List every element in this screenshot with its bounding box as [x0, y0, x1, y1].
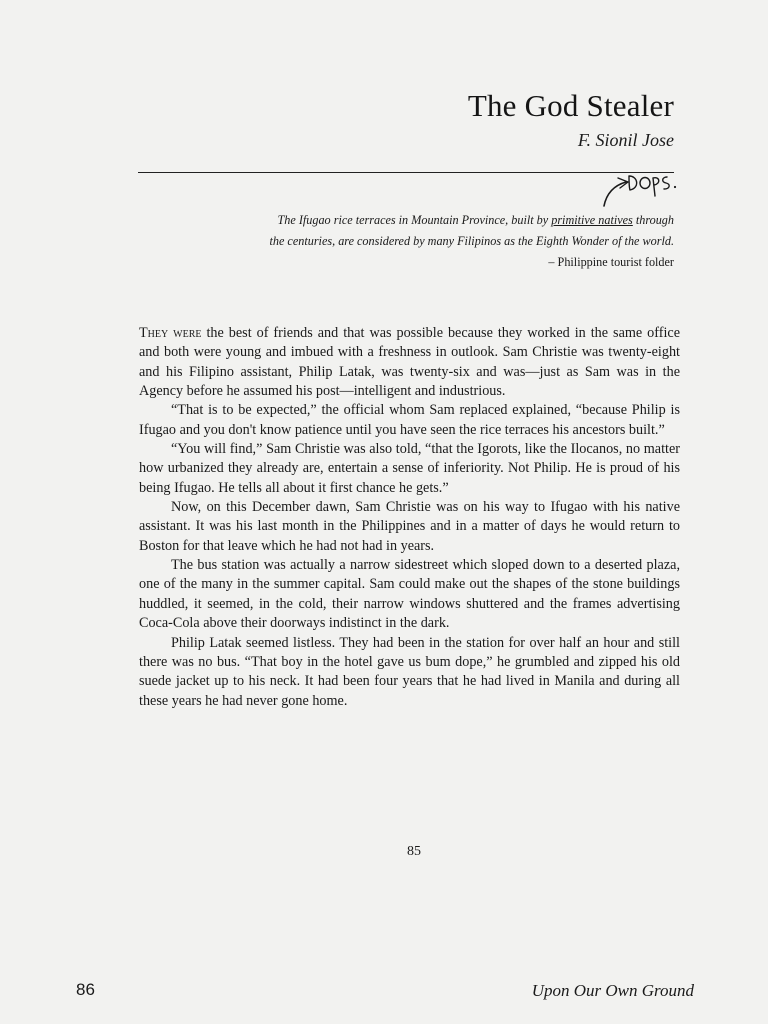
footer-page-number: 86 [76, 980, 95, 999]
underlined-phrase: primitive natives [551, 213, 633, 227]
epigraph-source: – Philippine tourist folder [548, 255, 674, 269]
story-body [139, 324, 680, 711]
handwritten-annotation [582, 168, 682, 214]
footer-book-title: Upon Our Own Ground [531, 981, 694, 1000]
paragraph-text: the best of friends and that was possible because they worked in the same office and both were young and imbued with a freshness in outlook. Sam Christie was twenty-eight and his Filipino assistant, Philip Latak, was twenty-six and was—just as Sam was in the Agency before he assumed his post—intelligent and industrious. [139, 325, 680, 400]
paragraph [139, 324, 680, 401]
epigraph-text: through [632, 213, 674, 227]
paragraph: Now, on this December dawn, Sam Christie was on his way to Ifugao with his native assistant. It was his last month in the Philippines and in a matter of days he would return to Boston for that leave which he had not had in years. [139, 499, 680, 554]
story-author: F. Sionil Jose [577, 130, 674, 150]
paragraph: “That is to be expected,” the official whom Sam replaced explained, “because Philip is Ifugao and you don't know patience until you have seen the rice terraces his ancestors built.” [139, 402, 680, 438]
paragraph: “You will find,” Sam Christie was also told, “that the Igorots, like the Ilocanos, no matter how urbanized they already are, entertain a sense of inferiority. Not Philip. He is proud of his being Ifugao. He tells all about it first chance he gets.” [139, 441, 680, 496]
inner-page-number: 85 [407, 844, 421, 859]
story-title: The God Stealer [467, 88, 674, 123]
epigraph [194, 210, 674, 273]
epigraph-line-1 [194, 210, 674, 231]
paragraph: Philip Latak seemed listless. They had been in the station for over half an hour and still there was no bus. “That boy in the hotel gave us bum dope,” he grumbled and zipped his old suede jacket up to his neck. It had been four years that he had lived in Manila and during all these years he had never gone home. [139, 634, 680, 709]
paragraph: The bus station was actually a narrow sidestreet which sloped down to a deserted plaza, one of the many in the summer capital. Sam could make out the shapes of the stone buildings huddled, it seemed, in the cold, their narrow windows shuttered and the frames advertising Coca-Cola above their doorways indistinct in the dark. [139, 557, 680, 632]
opening-words: They were [139, 325, 202, 341]
epigraph-line-2: the centuries, are considered by many Filipinos as the Eighth Wonder of the world. [269, 234, 674, 248]
epigraph-text: The Ifugao rice terraces in Mountain Province, built by [277, 213, 552, 227]
